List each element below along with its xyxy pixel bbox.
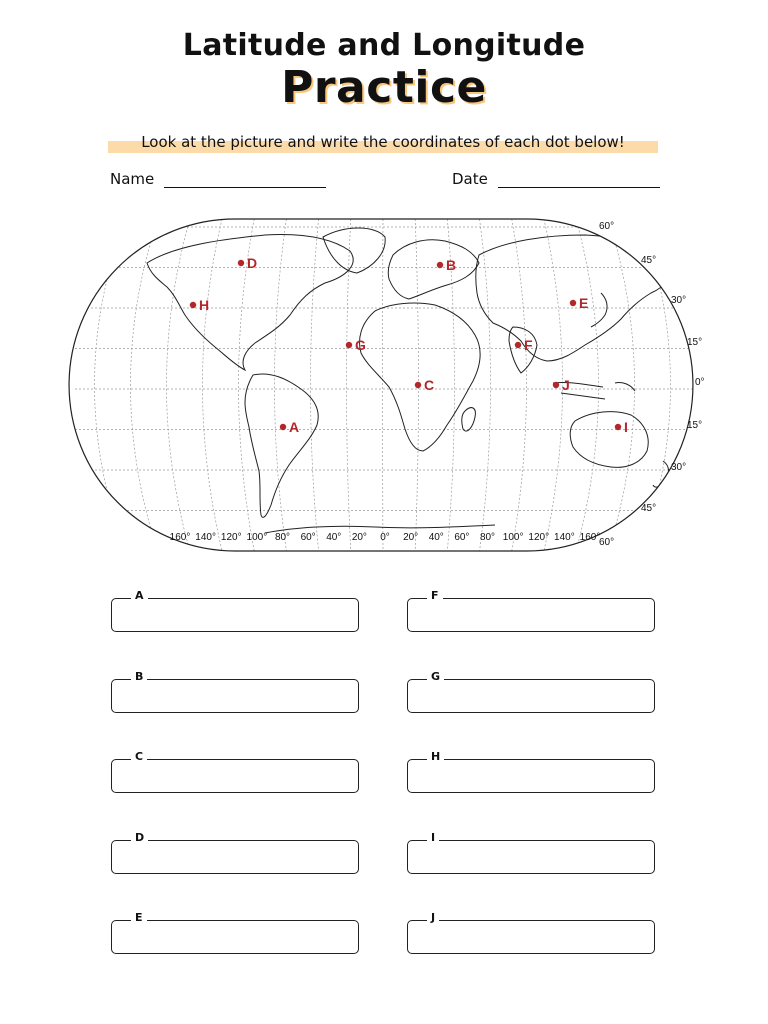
answer-box-h[interactable]: [407, 750, 655, 793]
dot-label: A: [289, 419, 300, 435]
continent-outlines: [147, 228, 672, 533]
meridian-line: [274, 215, 291, 555]
map-dot-h: [190, 297, 209, 313]
asia-outline: [476, 235, 672, 361]
name-label: Name: [110, 170, 155, 188]
answer-box-c[interactable]: [111, 750, 359, 793]
answer-box-j[interactable]: [407, 911, 655, 954]
meridian-line: [167, 215, 192, 555]
worksheet-title: Latitude and Longitude: [182, 28, 586, 63]
date-label: Date: [452, 170, 488, 188]
world-map: [75, 215, 705, 555]
name-field[interactable]: [110, 170, 326, 188]
latitude-label: 0°: [695, 377, 705, 388]
latitude-label: 30°: [671, 295, 687, 306]
answer-box-i[interactable]: [407, 830, 655, 874]
answer-box-f[interactable]: [407, 589, 655, 632]
answer-box-label: E: [131, 911, 147, 925]
longitude-label: 160°: [579, 532, 601, 543]
longitude-label: 100°: [502, 532, 524, 543]
map-dot-b: [437, 257, 456, 273]
australia-outline: [570, 412, 648, 468]
dot-marker: [615, 424, 621, 430]
longitude-label: 40°: [326, 532, 342, 543]
meridian-line: [383, 215, 384, 555]
meridian-line: [203, 215, 224, 555]
dot-label: I: [624, 419, 628, 435]
dot-label: C: [424, 377, 435, 393]
europe-outline: [388, 240, 479, 299]
latitude-label: 45°: [641, 255, 657, 266]
dot-marker: [346, 342, 352, 348]
answer-box-label: G: [427, 670, 444, 684]
longitude-label: 80°: [274, 532, 291, 543]
map-dot-j: [553, 377, 570, 393]
answer-input[interactable]: [414, 607, 648, 625]
longitude-label: 20°: [351, 532, 367, 543]
meridian-line: [131, 215, 160, 555]
dot-label: E: [579, 295, 589, 311]
answer-input[interactable]: [414, 849, 648, 867]
dot-label: G: [355, 337, 366, 353]
map-dot-g: [346, 337, 366, 353]
answer-box-label: F: [427, 589, 443, 603]
meridian-line: [511, 215, 527, 555]
dot-marker: [437, 262, 443, 268]
answer-box-a[interactable]: [111, 589, 359, 632]
dot-label: F: [524, 337, 533, 353]
dot-marker: [570, 300, 576, 306]
answer-input[interactable]: [118, 607, 352, 625]
answer-box-d[interactable]: [111, 830, 359, 874]
answer-box-label: D: [131, 831, 148, 845]
answer-input[interactable]: [118, 849, 352, 867]
dot-label: D: [247, 255, 258, 271]
answer-input[interactable]: [414, 688, 648, 706]
latitude-label: 30°: [671, 462, 687, 473]
map-dot-d: [238, 255, 257, 271]
meridian-line: [59, 215, 96, 555]
dot-marker: [515, 342, 521, 348]
meridian-line: [607, 215, 635, 555]
dot-label: H: [199, 297, 210, 313]
africa-outline: [360, 303, 481, 451]
answer-box-b[interactable]: [111, 669, 359, 713]
dot-label: B: [446, 257, 457, 273]
map-border: [69, 219, 693, 551]
answer-box-e[interactable]: [111, 911, 359, 954]
meridian-line: [347, 215, 352, 555]
answer-box-label: C: [131, 750, 147, 764]
longitude-label: 160°: [169, 532, 191, 543]
longitude-label: 80°: [479, 532, 496, 543]
map-dot-e: [570, 295, 589, 311]
longitude-label: 120°: [528, 532, 550, 543]
longitude-label: 60°: [300, 532, 316, 543]
longitude-label: 20°: [403, 532, 419, 543]
worksheet-subtitle: Practice: [281, 62, 487, 113]
meridian-line: [543, 215, 563, 555]
longitude-label: 140°: [195, 532, 216, 543]
dot-marker: [238, 260, 244, 266]
greenland-outline: [323, 228, 385, 273]
dot-marker: [553, 382, 559, 388]
answer-input[interactable]: [118, 688, 352, 706]
longitude-label: 120°: [220, 532, 242, 543]
answer-input[interactable]: [118, 768, 352, 786]
latitude-label: 15°: [687, 337, 703, 348]
answer-input[interactable]: [414, 768, 648, 786]
meridian-line: [95, 215, 128, 555]
map-dot-f: [515, 337, 533, 353]
latitude-label: 60°: [599, 537, 615, 548]
latitude-label: 15°: [687, 420, 703, 431]
dot-marker: [415, 382, 421, 388]
longitude-label: 140°: [554, 532, 575, 543]
date-field[interactable]: [452, 170, 660, 188]
longitude-label: 100°: [246, 532, 268, 543]
latitude-label: 45°: [641, 503, 657, 514]
name-line[interactable]: [164, 173, 326, 188]
meridian-line: [311, 215, 320, 555]
answer-box-label: B: [131, 670, 147, 684]
longitude-label: 0°: [380, 532, 390, 543]
answer-box-g[interactable]: [407, 669, 655, 713]
answer-box-label: H: [427, 750, 444, 764]
answer-box-label: J: [427, 911, 439, 925]
answer-input[interactable]: [414, 929, 648, 947]
answer-input[interactable]: [118, 929, 352, 947]
longitude-label: 60°: [454, 532, 470, 543]
dot-label: J: [562, 377, 570, 393]
map-dot-i: [615, 419, 628, 435]
japan-outline: [591, 293, 607, 327]
madagascar-outline: [462, 408, 476, 431]
answer-box-label: A: [131, 589, 148, 603]
latitude-label: 60°: [599, 221, 615, 232]
map-graticule: [59, 215, 707, 555]
meridian-line: [479, 215, 491, 555]
map-dot-c: [415, 377, 434, 393]
longitude-label: 40°: [428, 532, 444, 543]
south-america-outline: [245, 374, 318, 517]
answer-box-label: I: [427, 831, 439, 845]
dot-marker: [280, 424, 286, 430]
map-dot-a: [280, 419, 299, 435]
instruction-text: Look at the picture and write the coordinates of each dot below!: [108, 131, 658, 153]
dot-marker: [190, 302, 196, 308]
date-line[interactable]: [498, 173, 660, 188]
